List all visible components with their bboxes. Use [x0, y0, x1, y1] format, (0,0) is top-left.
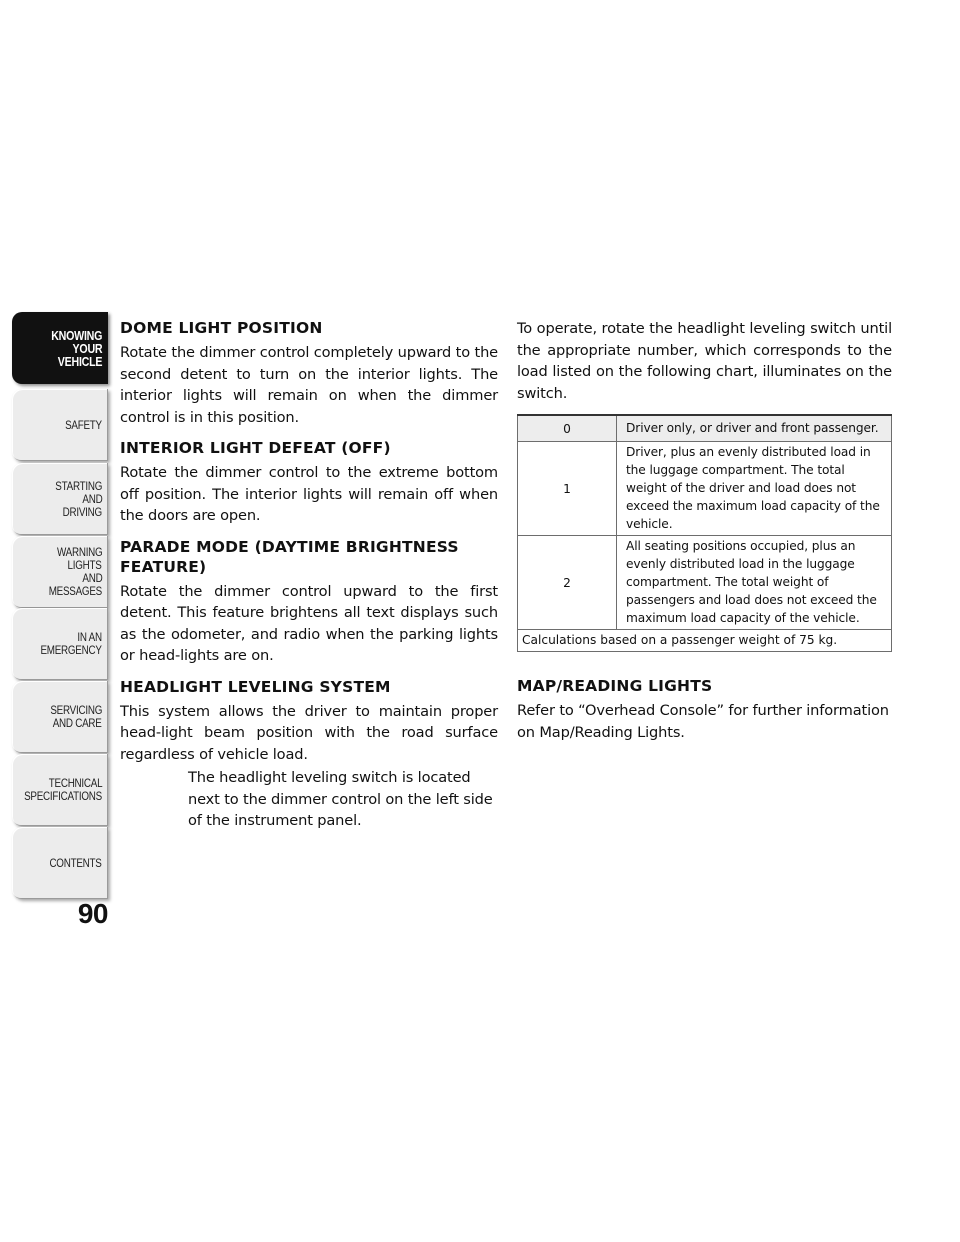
- dome-light-heading: DOME LIGHT POSITION: [120, 319, 323, 337]
- nav-tab-label: VEHICLE: [57, 353, 102, 369]
- nav-tab-warning-lights-and-messages[interactable]: [12, 536, 108, 608]
- nav-tab-label: EMERGENCY: [40, 643, 102, 657]
- nav-tab-label: WARNING: [56, 545, 102, 559]
- leveling-intro-text: To operate, rotate the headlight leveling switch until the appropriate number, which corresponds to the load listed on the following chart, illuminates on the switch.: [517, 320, 892, 402]
- nav-tab-label: AND: [81, 491, 102, 506]
- table-row: [518, 630, 892, 652]
- nav-tab-contents[interactable]: [12, 827, 108, 899]
- map-reading-lights-heading: MAP/READING LIGHTS: [517, 677, 713, 695]
- table-row: [518, 442, 892, 536]
- nav-tab-label: IN AN: [77, 630, 102, 644]
- nav-tab-label: SPECIFICATIONS: [24, 789, 102, 803]
- leveling-number: 1: [518, 442, 617, 536]
- leveling-description: Driver only, or driver and front passenger.: [617, 415, 892, 442]
- nav-tab-label: AND CARE: [53, 716, 102, 730]
- nav-tab-label: SERVICING: [50, 703, 102, 717]
- interior-light-defeat-heading: INTERIOR LIGHT DEFEAT (OFF): [120, 439, 391, 457]
- left-column: [120, 318, 498, 842]
- leveling-chart-note: Calculations based on a passenger weight of 75 kg.: [518, 630, 892, 652]
- nav-tab-label: YOUR: [72, 340, 102, 356]
- right-column: [517, 318, 892, 753]
- nav-tab-label: KNOWING: [51, 327, 102, 343]
- nav-tab-label: AND: [81, 571, 102, 585]
- headlight-leveling-text: This system allows the driver to maintain proper head-light beam position with the road surface regardless of vehicle load.: [120, 702, 498, 763]
- nav-tab-label: TECHNICAL: [48, 776, 102, 790]
- nav-tab-label: DRIVING: [62, 504, 102, 519]
- leveling-chart: [517, 414, 892, 652]
- table-row: [518, 415, 892, 442]
- page-number: 90: [77, 898, 108, 929]
- leveling-number: 0: [518, 415, 617, 442]
- nav-tab-servicing-and-care[interactable]: [12, 681, 108, 753]
- parade-mode-heading: PARADE MODE (DAYTIME BRIGHTNESS FEATURE): [120, 537, 459, 576]
- table-row: [518, 536, 892, 630]
- nav-tab-label: LIGHTS: [67, 558, 102, 572]
- nav-tab-label: MESSAGES: [48, 584, 102, 598]
- nav-tab-in-an-emergency[interactable]: [12, 608, 108, 680]
- leveling-description: All seating positions occupied, plus an evenly distributed load in the luggage compartment. The total weight of passengers and load does not exceed the maximum load capacity of the vehicle.: [617, 536, 892, 630]
- nav-tab-technical-specifications[interactable]: [12, 754, 108, 826]
- nav-tab-label: STARTING: [55, 478, 102, 493]
- nav-tab-label: CONTENTS: [49, 855, 102, 870]
- nav-tab-label: SAFETY: [65, 417, 102, 432]
- leveling-number: 2: [518, 536, 617, 630]
- map-reading-lights-text: Refer to “Overhead Console” for further information on Map/Reading Lights.: [517, 702, 889, 741]
- interior-light-defeat-text: Rotate the dimmer control to the extreme bottom off position. The interior lights will remain off when the doors are open.: [120, 464, 498, 524]
- nav-tab-starting-and-driving[interactable]: [12, 463, 108, 535]
- headlight-leveling-heading: HEADLIGHT LEVELING SYSTEM: [120, 677, 391, 696]
- dome-light-text: Rotate the dimmer control completely upward to the second detent to turn on the interior lights. The interior lights will remain on when the dimmer control is in this position.: [120, 344, 498, 426]
- nav-tab-knowing-your-vehicle[interactable]: [12, 312, 108, 384]
- leveling-description: Driver, plus an evenly distributed load in the luggage compartment. The total weight of the driver and load does not exceed the maximum load capacity of the vehicle.: [617, 442, 892, 536]
- headlight-leveling-switch-text: The headlight leveling switch is located next to the dimmer control on the left side of the instrument panel.: [188, 769, 493, 829]
- parade-mode-text: Rotate the dimmer control upward to the first detent. This feature brightens all text displays such as the odometer, and radio when the parking lights or head-lights are on.: [120, 582, 498, 664]
- nav-tab-safety[interactable]: [12, 389, 108, 461]
